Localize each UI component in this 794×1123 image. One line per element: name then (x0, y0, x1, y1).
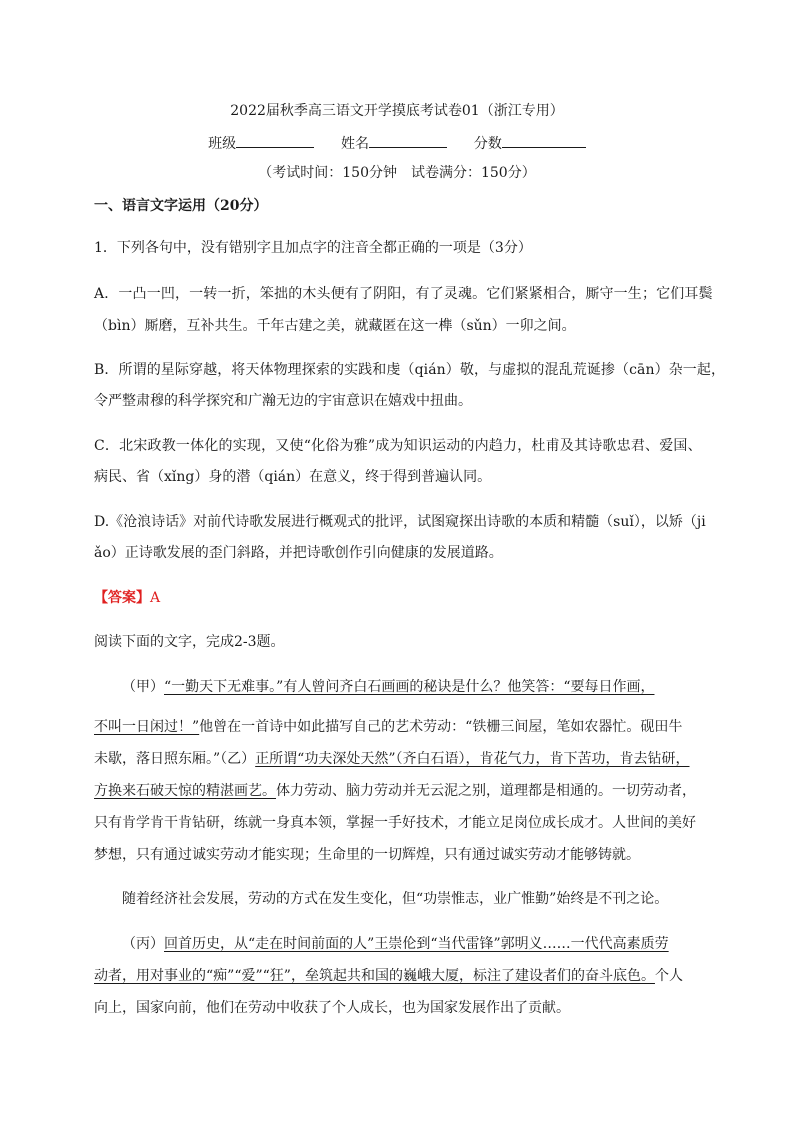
passage-text: 未歇，落日照东厢。”（乙） (94, 751, 256, 767)
answer-tag: 【答案】 (94, 590, 150, 606)
underlined-sentence-yi: 正所谓“功夫深处天然”（齐白石语），肯花气力，肯下苦功，肯去钻研， (255, 751, 690, 767)
option-c-line1: C．北宋政教一体化的实现，又使“化俗为雅”成为知识运动的内趋力，杜甫及其诗歌忠君、爱国、 (94, 438, 702, 454)
name-label: 姓名 (341, 136, 369, 152)
question-1-stem: 1．下列各句中，没有错别字且加点字的注音全都正确的一项是（3分） (94, 240, 532, 256)
answer-row (94, 588, 160, 608)
option-d-line2: ǎo）正诗歌发展的歪门斜路，并把诗歌创作引向健康的发展道路。 (94, 545, 503, 561)
underlined-sentence-jia: “一勤天下无难事。”有人曾问齐白石画画的秘诀是什么？他笑答：“要每日作画， (164, 679, 655, 695)
underlined-sentence-bing-end: 动者，用对事业的“痴”“爱”“狂”，垒筑起共和国的巍峨大厦，标注了建设者们的奋斗底色。 (94, 968, 655, 984)
section-heading: 一、语言文字运用（20分） (94, 198, 268, 214)
passage-line-9 (94, 966, 683, 986)
passage-line-7: 随着经济社会发展，劳动的方式在发生变化，但“功崇惟志，业广惟勤”始终是不刊之论。 (122, 891, 669, 907)
passage-line-1 (122, 677, 654, 697)
marker-bing: （丙） (122, 936, 164, 952)
class-label: 班级 (208, 136, 237, 152)
exam-time-info: （考试时间：150分钟 试卷满分：150分） (258, 165, 536, 181)
exam-title: 2022届秋季高三语文开学摸底考试卷01（浙江专用） (230, 103, 564, 119)
underlined-sentence-bing: 回首历史，从“走在时间前面的人”王崇伦到“当代雷锋”郭明义……一代代高素质劳 (164, 936, 669, 952)
passage-text: 体力劳动、脑力劳动并无云泥之别，道理都是相通的。一切劳动者， (276, 783, 696, 799)
option-b-line2: 令严整肃穆的科学探究和广瀚无边的宇宙意识在嬉戏中扭曲。 (94, 393, 472, 409)
option-b-line1: B．所谓的星际穿越，将天体物理探索的实践和虔（qián）敬，与虚拟的混乱荒诞掺（cān）杂一起， (94, 362, 726, 378)
answer-value: A (150, 590, 161, 606)
class-blank[interactable] (236, 133, 314, 148)
score-blank[interactable] (502, 133, 586, 148)
underlined-sentence-jia-end: 不叫一日闲过！” (94, 719, 200, 735)
passage-line-5: 只有肯学肯干肯钻研，练就一身真本领，掌握一手好技术，才能立足岗位成长成才。人世间的美好 (94, 815, 696, 831)
option-d-line1: D.《沧浪诗话》对前代诗歌发展进行概观式的批评，试图窥探出诗歌的本质和精髓（suǐ），以矫（ji (94, 514, 706, 530)
option-a-line2: （bìn）厮磨，互补共生。千年古建之美，就藏匿在这一榫（sǔn）一卯之间。 (94, 318, 576, 334)
name-blank[interactable] (369, 133, 447, 148)
option-a-line1: A．一凸一凹，一转一折，笨拙的木头便有了阴阳，有了灵魂。它们紧紧相合，厮守一生；它们耳鬓 (94, 286, 713, 302)
underlined-sentence-yi-end: 方换来石破天惊的精湛画艺。 (94, 783, 276, 799)
reading-intro: 阅读下面的文字，完成2-3题。 (94, 634, 285, 650)
student-info-row (0, 133, 794, 154)
score-label: 分数 (473, 136, 502, 152)
passage-line-10: 向上，国家向前，他们在劳动中收获了个人成长，也为国家发展作出了贡献。 (94, 1000, 570, 1016)
option-c-line2: 病民、省（xǐng）身的潜（qián）在意义，终于得到普遍认同。 (94, 469, 492, 485)
passage-line-4 (94, 781, 696, 801)
passage-line-6: 梦想，只有通过诚实劳动才能实现；生命里的一切辉煌，只有通过诚实劳动才能够铸就。 (94, 847, 640, 863)
passage-text: 他曾在一首诗中如此描写自己的艺术劳动：“铁栅三间屋，笔如农器忙。砚田牛 (199, 719, 683, 735)
passage-line-2 (94, 717, 682, 737)
passage-text: 个人 (654, 968, 683, 984)
marker-jia: （甲） (122, 679, 164, 695)
passage-line-8 (122, 934, 669, 954)
passage-line-3 (94, 749, 690, 769)
